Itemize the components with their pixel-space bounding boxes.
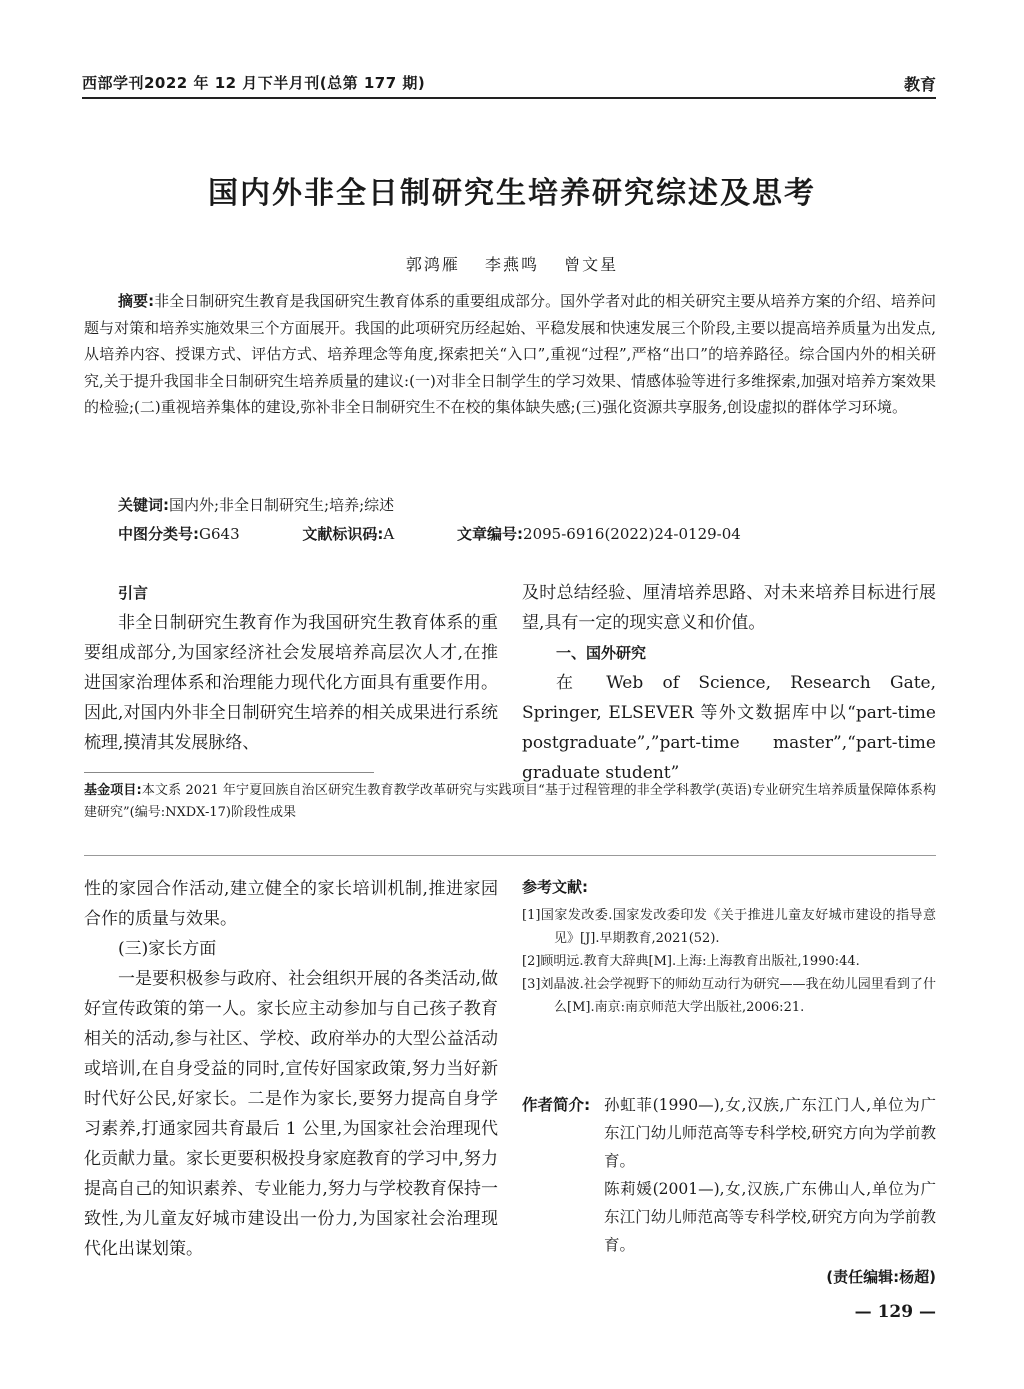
- author-bio: [522, 1091, 936, 1259]
- subheading-parents: (三)家长方面: [118, 939, 217, 959]
- abstract: [84, 288, 936, 421]
- reference-item: [3]刘晶波.社会学视野下的师幼互动行为研究——我在幼儿园里看到了什么[M].南京:南京师范大学出版社,2006:21.: [522, 977, 936, 1015]
- intro-column-left: [84, 578, 498, 758]
- page-number: — 129 —: [854, 1302, 936, 1322]
- article-divider: [84, 855, 936, 856]
- classification-line: [118, 523, 918, 544]
- article-number: 2095-6916(2022)24-0129-04: [523, 525, 741, 543]
- keywords: [118, 494, 394, 515]
- doc-code: A: [383, 525, 395, 543]
- intro-column-right: [522, 578, 936, 788]
- parents-paragraph: 一是要积极参与政府、社会组织开展的各类活动,做好宣传政策的第一人。家长应主动参加与自己孩子教育相关的活动,参与社区、学校、政府举办的大型公益活动或培训,在自身受益的同时,宣传好国家政策,努力当好新时代好公民,好家长。二是作为家长,要努力提高自身学习素养,打通家园共育最后 1 公里,为国家社会治理现代化贡献力量。家长更要积极投身家庭教育的学习中,努力提高自己的知识素养、专业能力,努力与学校教育保持一致性,为儿童友好城市建设出一份力,为国家社会治理现代化出谋划策。: [84, 969, 498, 1259]
- fund-label: 基金项目:: [84, 783, 142, 798]
- lower-left-column: [84, 874, 498, 1264]
- footnote-divider: [84, 772, 374, 773]
- references-list: [522, 904, 936, 1019]
- abstract-text: 非全日制研究生教育是我国研究生教育体系的重要组成部分。国外学者对此的相关研究主要从培养方案的介绍、培养问题与对策和培养实施效果三个方面展开。我国的此项研究历经起始、平稳发展和快速发展三个阶段,主要以提高培养质量为出发点,从培养内容、授课方式、评估方式、培养理念等角度,探索把关“入口”,重视“过程”,严格“出口”的培养路径。综合国内外的相关研究,关于提升我国非全日制研究生培养质量的建议:(一)对非全日制学生的学习效果、情感体验等进行多维探索,加强对培养方案效果的检验;(二)重视培养集体的建设,弥补非全日制研究生不在校的集体缺失感;(三)强化资源共享服务,创设虚拟的群体学习环境。: [84, 292, 936, 416]
- keywords-text: 国内外;非全日制研究生;培养;综述: [169, 496, 395, 514]
- abstract-label: 摘要:: [118, 292, 155, 310]
- fund-text: 本文系 2021 年宁夏回族自治区研究生教育教学改革研究与实践项目“基于过程管理的非全学科教学(英语)专业研究生培养质量保障体系构建研究”(编号:NXDX-17)阶段性成果: [84, 783, 936, 820]
- clc-code: G643: [199, 525, 240, 543]
- reference-item: [2]顾明远.教育大辞典[M].上海:上海教育出版社,1990:44.: [522, 954, 860, 969]
- section1-heading: 一、国外研究: [556, 644, 647, 662]
- header-divider: [82, 97, 936, 99]
- bio-label: 作者简介:: [522, 1096, 591, 1114]
- bio-author-2: 陈莉媛(2001—),女,汉族,广东佛山人,单位为广东江门幼儿师范高等专科学校,研究方向为学前教育。: [604, 1180, 936, 1254]
- references-heading: 参考文献:: [522, 878, 588, 896]
- journal-issue-header: 西部学刊2022 年 12 月下半月刊(总第 177 期): [82, 74, 426, 92]
- clc-label: 中图分类号:: [118, 525, 199, 543]
- intro-paragraph: 非全日制研究生教育作为我国研究生教育体系的重要组成部分,为国家经济社会发展培养高层次人才,在推进国家治理体系和治理能力现代化方面具有重要作用。因此,对国内外非全日制研究生培养的相关成果进行系统梳理,摸清其发展脉络、: [84, 613, 498, 753]
- article-title: 国内外非全日制研究生培养研究综述及思考: [208, 176, 816, 211]
- authors: 郭鸿雁 李燕鸣 曾文星: [405, 255, 619, 274]
- article-number-label: 文章编号:: [457, 525, 524, 543]
- responsible-editor: (责任编辑:杨超): [826, 1268, 936, 1286]
- keywords-label: 关键词:: [118, 496, 169, 514]
- doc-code-label: 文献标识码:: [302, 525, 384, 543]
- bio-author-1: 孙虹菲(1990—),女,汉族,广东江门人,单位为广东江门幼儿师范高等专科学校,研究方向为学前教育。: [604, 1096, 936, 1170]
- intro-heading: 引言: [118, 584, 149, 602]
- intro-paragraph-continued: 及时总结经验、厘清培养思路、对未来培养目标进行展望,具有一定的现实意义和价值。: [522, 583, 936, 633]
- section-label: 教育: [903, 75, 936, 94]
- reference-item: [1]国家发改委.国家发改委印发《关于推进儿童友好城市建设的指导意见》[J].早期教育,2021(52).: [522, 908, 936, 946]
- section1-paragraph: 在 Web of Science, Research Gate, Springer, ELSEVER 等外文数据库中以“part-time postgraduate”,”part-time master”,“part-time graduate student”: [522, 673, 936, 783]
- paragraph-continued: 性的家园合作活动,建立健全的家长培训机制,推进家园合作的质量与效果。: [84, 879, 498, 929]
- fund-note: [84, 780, 936, 824]
